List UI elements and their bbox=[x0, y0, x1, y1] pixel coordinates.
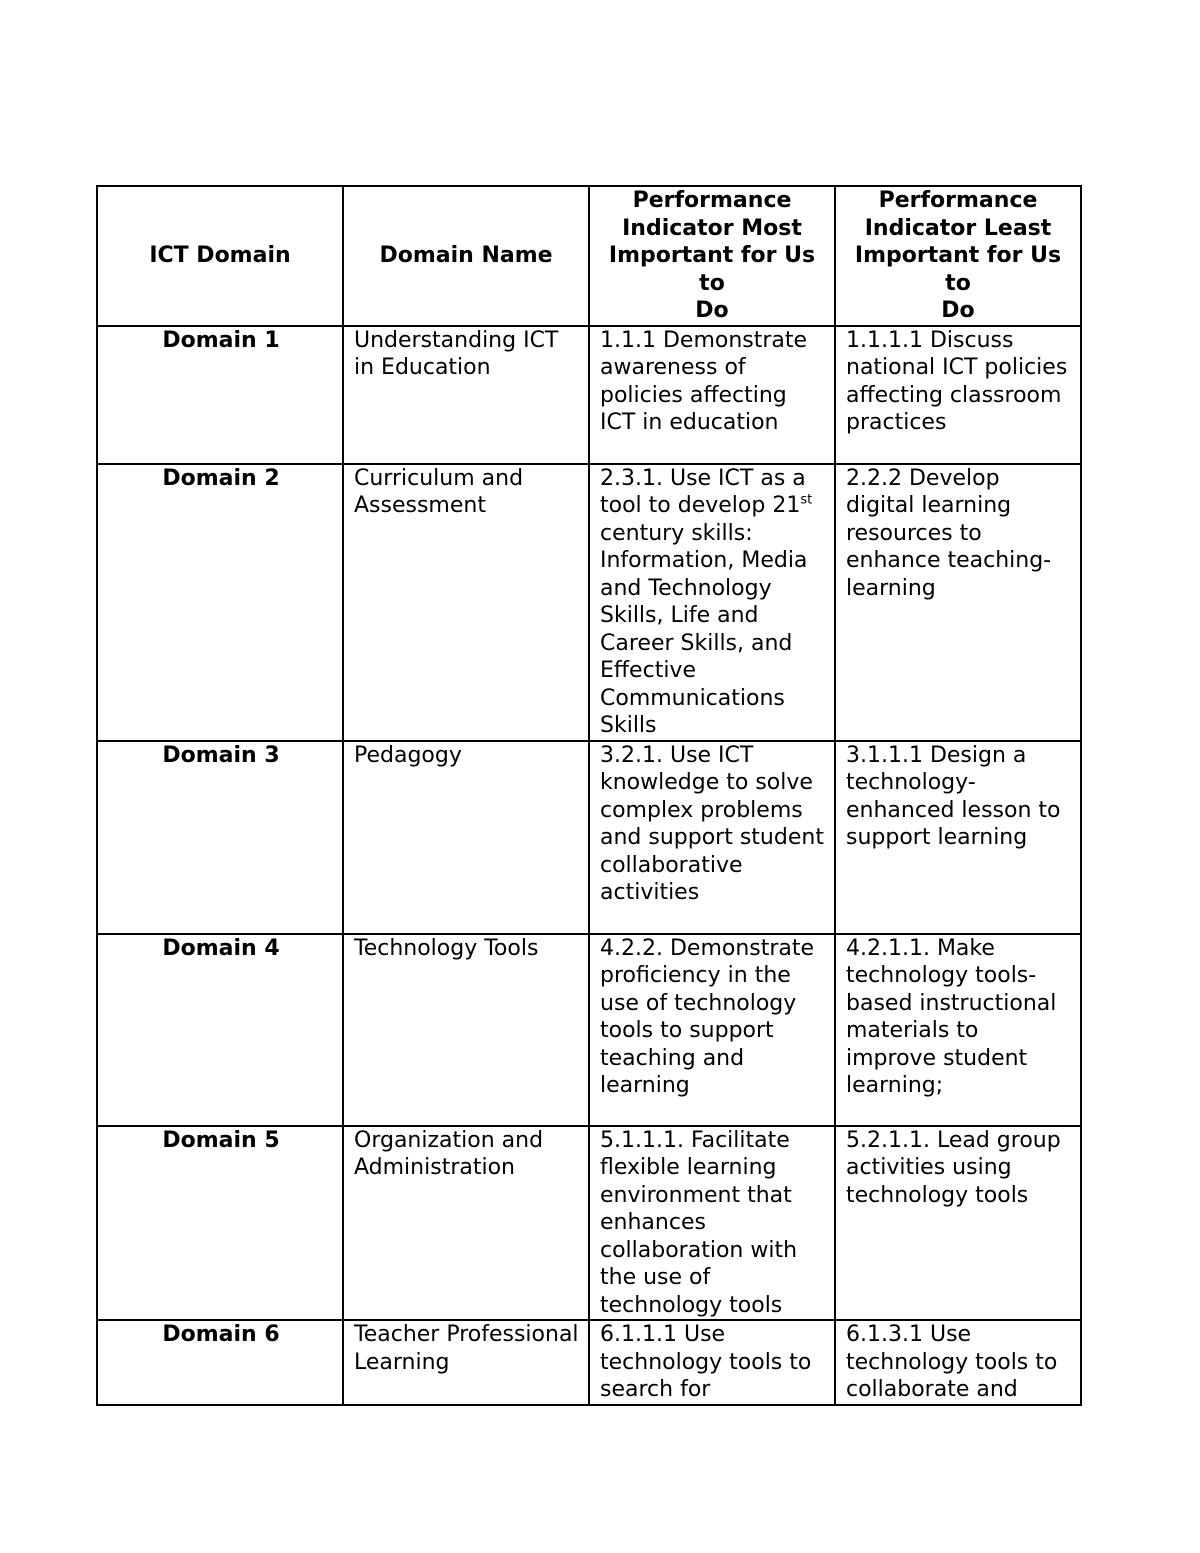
header-least-important bbox=[835, 186, 1081, 326]
table-header-row bbox=[97, 186, 1081, 326]
header-line: Important for Us bbox=[854, 243, 1062, 268]
header-domain-name: Domain Name bbox=[343, 186, 589, 326]
header-most-important bbox=[589, 186, 835, 326]
most-important-cell: 4.2.2. Demonstrate proficiency in the use of technology tools to support teaching and learning bbox=[589, 934, 835, 1126]
most-important-cell: 6.1.1.1 Use technology tools to search for bbox=[589, 1320, 835, 1405]
least-important-cell: 4.2.1.1. Make technology tools-based instructional materials to improve student learning; bbox=[835, 934, 1081, 1126]
domain-label: Domain 2 bbox=[97, 464, 343, 741]
domain-label: Domain 1 bbox=[97, 326, 343, 464]
most-important-cell: 1.1.1 Demonstrate awareness of policies affecting ICT in education bbox=[589, 326, 835, 464]
domain-name-cell: Technology Tools bbox=[343, 934, 589, 1126]
domain-name-cell: Pedagogy bbox=[343, 741, 589, 934]
domain-name-cell: Curriculum and Assessment bbox=[343, 464, 589, 741]
least-important-cell: 6.1.3.1 Use technology tools to collaborate and bbox=[835, 1320, 1081, 1405]
least-important-cell: 3.1.1.1 Design a technology-enhanced lesson to support learning bbox=[835, 741, 1081, 934]
least-important-cell: 5.2.1.1. Lead group activities using technology tools bbox=[835, 1126, 1081, 1321]
least-important-cell: 2.2.2 Develop digital learning resources to enhance teaching-learning bbox=[835, 464, 1081, 741]
domain-label: Domain 5 bbox=[97, 1126, 343, 1321]
header-line: to bbox=[699, 270, 725, 296]
table-row bbox=[97, 1320, 1081, 1405]
table-row bbox=[97, 326, 1081, 464]
header-line: Do bbox=[695, 298, 729, 323]
header-line: Performance bbox=[632, 188, 792, 213]
superscript-text: st bbox=[800, 492, 813, 508]
cell-text-part: century skills: Information, Media and Technology Skills, Life and Career Skills, and Effective Communications Skills bbox=[600, 520, 808, 738]
table-row bbox=[97, 741, 1081, 934]
header-ict-domain: ICT Domain bbox=[97, 186, 343, 326]
header-line: Do bbox=[941, 298, 975, 323]
header-line: Important for Us bbox=[608, 243, 816, 268]
cell-text-part: 2.3.1. Use ICT as a tool to develop 21 bbox=[600, 465, 806, 518]
header-line: Indicator Most bbox=[622, 215, 802, 241]
header-line: to bbox=[945, 270, 971, 296]
domain-name-cell: Teacher Professional Learning bbox=[343, 1320, 589, 1405]
header-line: Indicator Least bbox=[864, 215, 1052, 241]
table-row bbox=[97, 934, 1081, 1126]
domain-name-cell: Understanding ICT in Education bbox=[343, 326, 589, 464]
domain-name-cell: Organization and Administration bbox=[343, 1126, 589, 1321]
table-row bbox=[97, 464, 1081, 741]
least-important-cell: 1.1.1.1 Discuss national ICT policies affecting classroom practices bbox=[835, 326, 1081, 464]
table-row bbox=[97, 1126, 1081, 1321]
domain-label: Domain 6 bbox=[97, 1320, 343, 1405]
domain-label: Domain 4 bbox=[97, 934, 343, 1126]
most-important-cell: 3.2.1. Use ICT knowledge to solve complex problems and support student collaborative activities bbox=[589, 741, 835, 934]
domain-label: Domain 3 bbox=[97, 741, 343, 934]
header-line: Performance bbox=[878, 188, 1038, 213]
most-important-cell bbox=[589, 464, 835, 741]
most-important-cell: 5.1.1.1. Facilitate flexible learning environment that enhances collaboration with the use of technology tools bbox=[589, 1126, 835, 1321]
ict-domain-table bbox=[96, 185, 1082, 1406]
